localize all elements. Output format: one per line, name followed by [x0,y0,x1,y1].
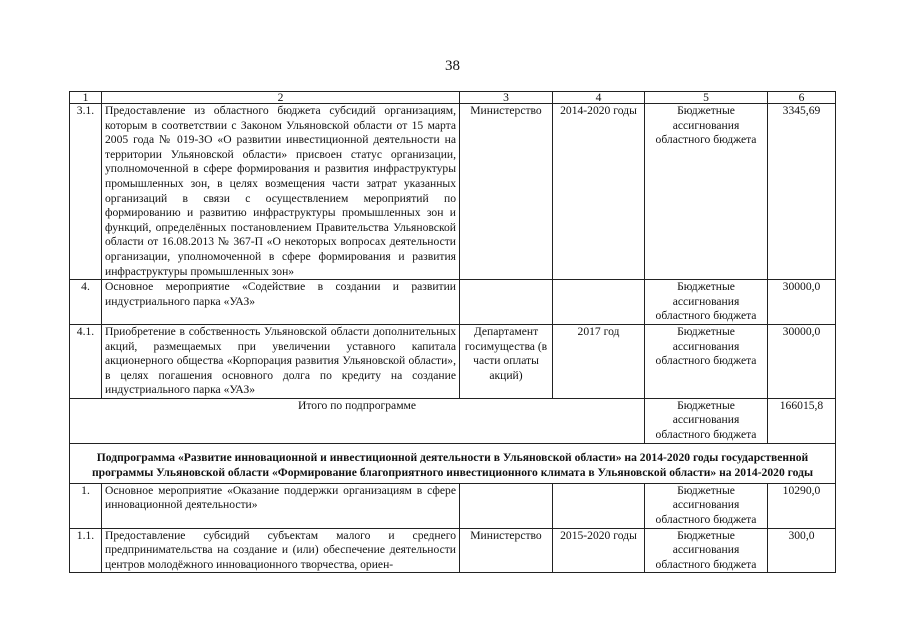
row-amount: 3345,69 [768,104,836,280]
column-number: 4 [553,92,645,104]
table-row [70,324,836,398]
row-period: 2017 год [553,324,645,398]
column-number: 3 [460,92,553,104]
column-number: 6 [768,92,836,104]
row-amount: 10290,0 [768,483,836,528]
table-row [70,280,836,325]
row-funding-source: Бюджетные ассигнования областного бюджета [645,528,768,573]
subprogram-row [70,443,836,483]
row-number: 1. [70,483,102,528]
row-executor [460,280,553,325]
row-number: 3.1. [70,104,102,280]
row-executor: Министерство [460,104,553,280]
row-executor: Министерство [460,528,553,573]
row-period: 2015-2020 годы [553,528,645,573]
row-amount: 300,0 [768,528,836,573]
table-row [70,483,836,528]
row-executor [460,483,553,528]
column-number: 1 [70,92,102,104]
column-number-row [70,92,836,104]
row-description: Предоставление субсидий субъектам малого и среднего предпринимательства на создание и (или) обеспечение деятельности центров молодёжного инновационного творчества, ориен- [102,528,460,573]
row-number: 4.1. [70,324,102,398]
row-period [553,280,645,325]
table-row [70,104,836,280]
row-funding-source: Бюджетные ассигнования областного бюджета [645,104,768,280]
total-funding-source: Бюджетные ассигнования областного бюджета [645,398,768,443]
row-number: 4. [70,280,102,325]
row-number: 1.1. [70,528,102,573]
row-description: Основное мероприятие «Оказание поддержки организациям в сфере инновационной деятельности» [102,483,460,528]
row-funding-source: Бюджетные ассигнования областного бюджета [645,280,768,325]
row-period [553,483,645,528]
subprogram-title: Подпрограмма «Развитие инновационной и инвестиционной деятельности в Ульяновской области» на 2014-2020 годы государственной программы Ульяновской области «Формирование благоприятного инвестиционного климата в Ульяновской области» на 2014-2020 годы [70,443,836,483]
row-funding-source: Бюджетные ассигнования областного бюджета [645,324,768,398]
program-table [69,91,836,573]
total-label: Итого по подпрограмме [70,398,645,443]
row-amount: 30000,0 [768,280,836,325]
page-number: 38 [445,58,460,74]
row-description: Основное мероприятие «Содействие в создании и развитии индустриального парка «УАЗ» [102,280,460,325]
column-number: 5 [645,92,768,104]
row-period: 2014-2020 годы [553,104,645,280]
total-row [70,398,836,443]
total-amount: 166015,8 [768,398,836,443]
row-amount: 30000,0 [768,324,836,398]
column-number: 2 [102,92,460,104]
row-executor: Департамент госимущества (в части оплаты акций) [460,324,553,398]
table-row [70,528,836,573]
row-description: Приобретение в собственность Ульяновской области дополнительных акций, размещаемых при увеличении уставного капитала акционерного общества «Корпорация развития Ульяновской области», в целях погашения основного долга по кредиту на создание индустриального парка «УАЗ» [102,324,460,398]
row-description: Предоставление из областного бюджета субсидий организациям, которым в соответствии с Законом Ульяновской области от 15 марта 2005 года № 019-ЗО «О развитии инвестиционной деятельности на территории Ульяновской области» присвоен статус организации, уполномоченной в сфере формирования и развития инфраструктуры промышленных зон, в целях возмещения части затрат указанных организаций в связи с осуществлением мероприятий по формированию и развитию инфраструктуры промышленных зон и функций, определённых постановлением Правительства Ульяновской области от 16.08.2013 № 367-П «О некоторых вопросах деятельности организации, уполномоченной в сфере формирования и развития инфраструктуры промышленных зон» [102,104,460,280]
row-funding-source: Бюджетные ассигнования областного бюджета [645,483,768,528]
